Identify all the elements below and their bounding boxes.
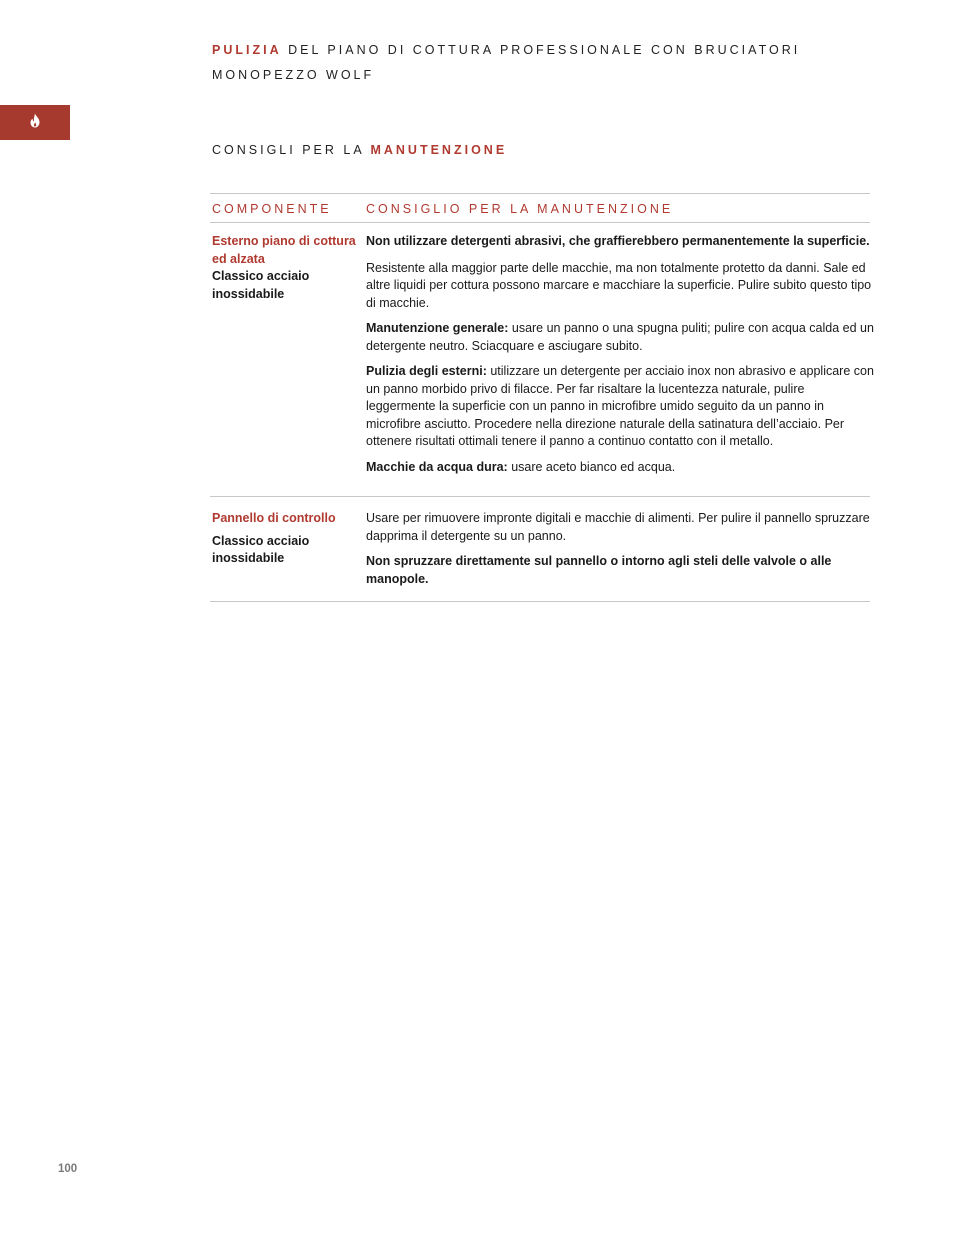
section-title-prefix: CONSIGLI PER LA <box>212 143 364 157</box>
advice-lead: Macchie da acqua dura: <box>366 459 508 474</box>
warning-text: Non spruzzare direttamente sul pannello o intorno agli steli delle valvole o alle manopole. <box>366 554 832 586</box>
advice-cell <box>366 233 876 476</box>
advice-lead: Manutenzione generale: <box>366 321 509 335</box>
maintenance-table <box>210 193 874 602</box>
header-title-rest: DEL PIANO DI COTTURA PROFESSIONALE CON BRUCIATORI <box>288 43 801 57</box>
column-header-component: COMPONENTE <box>212 202 332 216</box>
warning-text: Non utilizzare detergenti abrasivi, che graffierebbero permanentemente la superficie. <box>366 234 870 248</box>
column-header-advice: CONSIGLIO PER LA MANUTENZIONE <box>366 202 674 216</box>
table-row <box>210 497 870 601</box>
component-name: Esterno piano di cottura ed alzata <box>212 234 356 266</box>
advice-paragraph <box>366 459 876 477</box>
component-cell <box>212 233 360 303</box>
header-line-2: MONOPEZZO WOLF <box>212 68 375 82</box>
component-name: Pannello di controllo <box>212 511 336 525</box>
section-tab <box>0 105 70 140</box>
header-highlight: PULIZIA <box>212 43 282 57</box>
flame-icon <box>29 113 41 133</box>
page-number: 100 <box>58 1163 78 1175</box>
component-material: Classico acciaio inossidabile <box>212 269 310 301</box>
page-header <box>212 38 852 88</box>
advice-paragraph <box>366 363 876 451</box>
section-title <box>212 141 507 159</box>
advice-paragraph-text: usare aceto bianco ed acqua. <box>507 459 676 474</box>
advice-paragraph: Usare per rimuovere impronte digitali e macchie di alimenti. Per pulire il pannello spruzzare dapprima il detergente su un panno. <box>366 511 870 543</box>
advice-cell <box>366 510 876 588</box>
header-line-1 <box>212 38 852 63</box>
advice-paragraph-text: utilizzare un detergente per acciaio inox non abrasivo e applicare con un panno morbido privo di filacce. Per far risaltare la lucentezza naturale, pulire leggermente la superficie con un panno in microfibre umido seguito da un panno in microfibre asciutto. Procedere nella direzione naturale della satinatura dell’acciaio. Per ottenere risultati ottimali tenere il panno a continuo contatto con il metallo. <box>366 364 874 448</box>
section-title-highlight: MANUTENZIONE <box>370 143 508 157</box>
advice-paragraph <box>366 320 876 355</box>
table-bottom-rule <box>210 601 870 602</box>
advice-paragraph-text: Resistente alla maggior parte delle macchie, ma non totalmente protetto da danni. Sale ed altre liquidi per cottura possono marcare e macchiare la superficie. Pulire subito questo tipo di macchie. <box>366 260 872 310</box>
component-cell <box>212 510 360 568</box>
advice-lead: Pulizia degli esterni: <box>366 364 487 378</box>
table-row <box>210 223 874 496</box>
advice-paragraph-text: usare un panno o una spugna puliti; pulire con acqua calda ed un detergente neutro. Sciacquare e asciugare subito. <box>366 321 874 353</box>
table-header <box>210 194 870 222</box>
advice-paragraph <box>366 260 876 313</box>
component-material: Classico acciaio inossidabile <box>212 533 310 565</box>
